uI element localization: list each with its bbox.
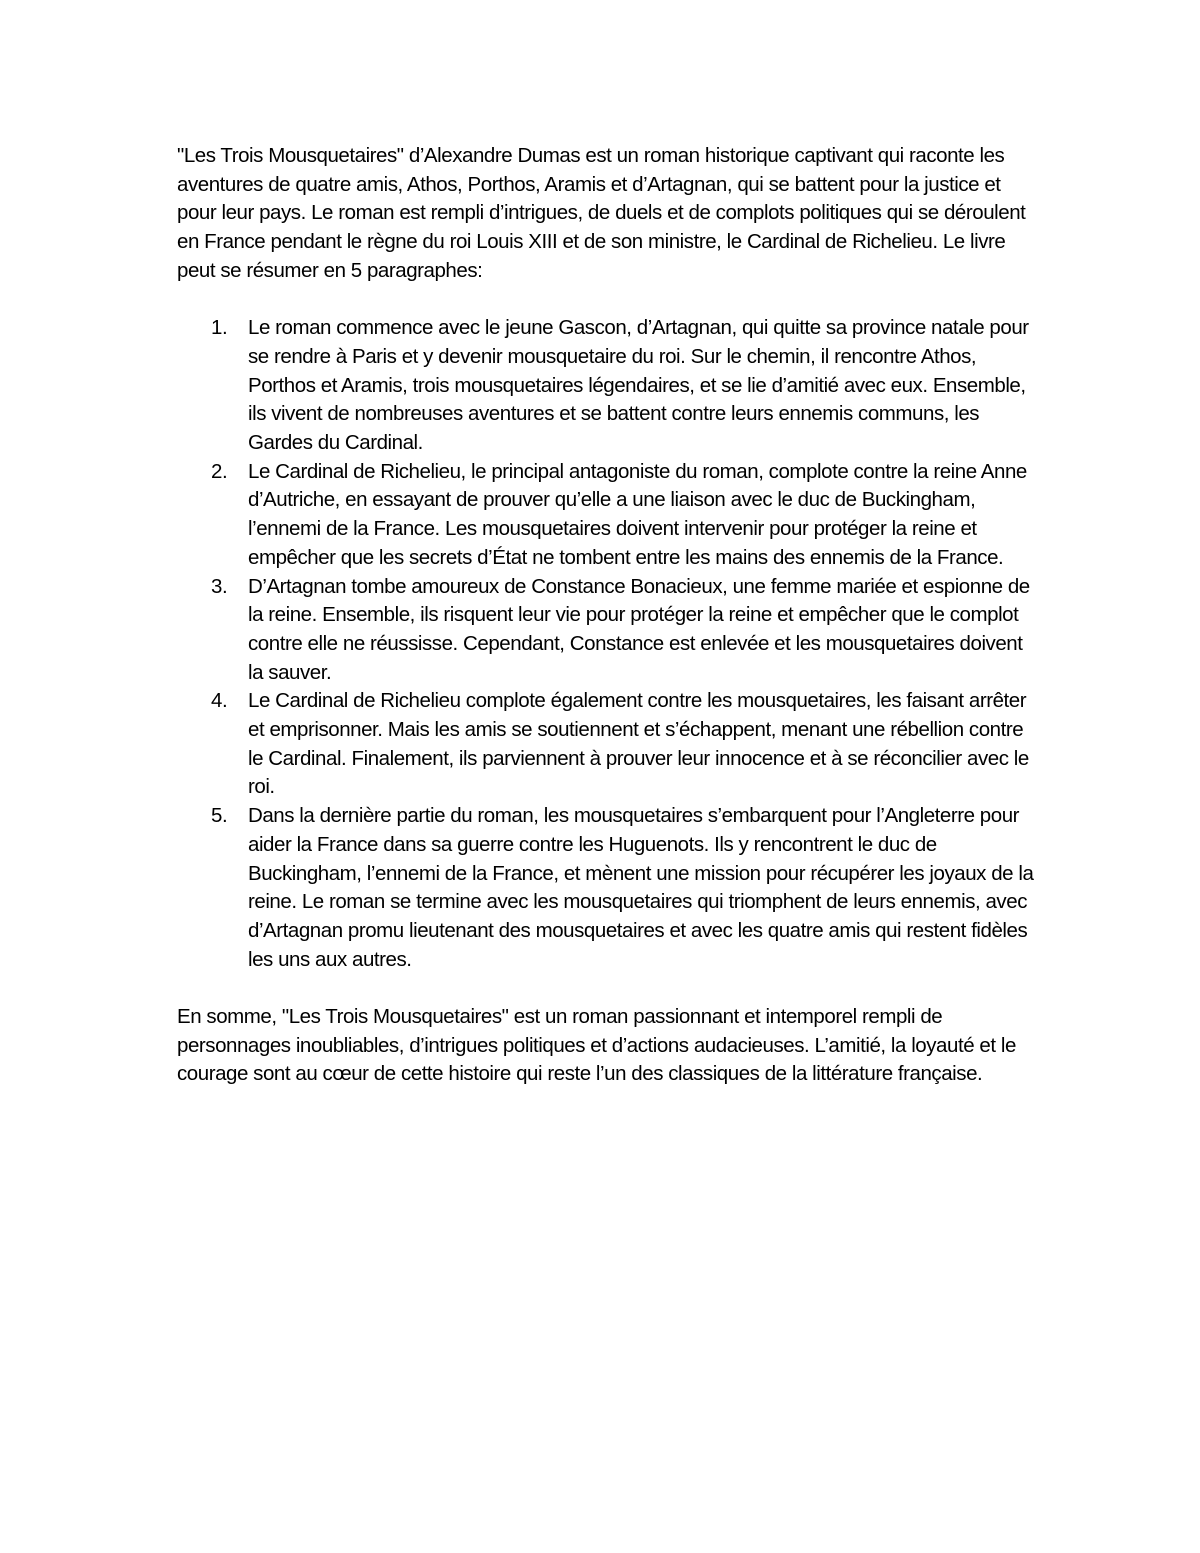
list-item-number: 1. (211, 316, 228, 340)
list-item (177, 314, 1037, 458)
list-item (177, 802, 1037, 974)
list-item-number: 5. (211, 804, 228, 828)
list-item (177, 573, 1037, 688)
list-item-text: Dans la dernière partie du roman, les mousquetaires s’embarquent pour l’Angleterre pour aider la France dans sa guerre contre les Huguenots. Ils y rencontrent le duc de Buckingham, l’ennemi de la France, et mènent une mission pour récupérer les joyaux de la reine. Le roman se termine avec les mousquetaires qui triomphent de leurs ennemis, avec d’Artagnan promu lieutenant des mousquetaires et avec les quatre amis qui restent fidèles les uns aux autres. (248, 804, 1034, 971)
list-item-text: Le Cardinal de Richelieu complote également contre les mousquetaires, les faisant arrêter et emprisonner. Mais les amis se soutiennent et s’échappent, menant une rébellion contre le Cardinal. Finalement, ils parviennent à prouver leur innocence et à se réconcilier avec le roi. (248, 689, 1029, 799)
conclusion-paragraph: En somme, "Les Trois Mousquetaires" est un roman passionnant et intemporel rempli de personnages inoubliables, d’intrigues politiques et d’actions audacieuses. L’amitié, la loyauté et le courage sont au cœur de cette histoire qui reste l’un des classiques de la littérature française. (177, 1005, 1016, 1086)
list-item-text: Le roman commence avec le jeune Gascon, d’Artagnan, qui quitte sa province natale pour se rendre à Paris et y devenir mousquetaire du roi. Sur le chemin, il rencontre Athos, Porthos et Aramis, trois mousquetaires légendaires, et se lie d’amitié avec eux. Ensemble, ils vivent de nombreuses aventures et se battent contre leurs ennemis communs, les Gardes du Cardinal. (248, 316, 1029, 455)
list-item-number: 2. (211, 459, 228, 483)
list-item-text: Le Cardinal de Richelieu, le principal antagoniste du roman, complote contre la reine Anne d’Autriche, en essayant de prouver qu’elle a une liaison avec le duc de Buckingham, l’ennemi de la France. Les mousquetaires doivent intervenir pour protéger la reine et empêcher que les secrets d’État ne tombent entre les mains des ennemis de la France. (248, 459, 1027, 569)
list-item (177, 687, 1037, 802)
list-item (177, 458, 1037, 573)
list-item-text: D’Artagnan tombe amoureux de Constance Bonacieux, une femme mariée et espionne de la reine. Ensemble, ils risquent leur vie pour protéger la reine et empêcher que le complot contre elle ne réussisse. Cependant, Constance est enlevée et les mousquetaires doivent la sauver. (248, 574, 1030, 684)
intro-paragraph: "Les Trois Mousquetaires" d’Alexandre Dumas est un roman historique captivant qui raconte les aventures de quatre amis, Athos, Porthos, Aramis et d’Artagnan, qui se battent pour la justice et pour leur pays. Le roman est rempli d’intrigues, de duels et de complots politiques qui se déroulent en France pendant le règne du roi Louis XIII et de son ministre, le Cardinal de Richelieu. Le livre peut se résumer en 5 paragraphes: (177, 144, 1026, 282)
list-item-number: 3. (211, 574, 228, 598)
document-body (177, 142, 1037, 1089)
list-item-number: 4. (211, 689, 228, 713)
summary-list (177, 314, 1037, 974)
